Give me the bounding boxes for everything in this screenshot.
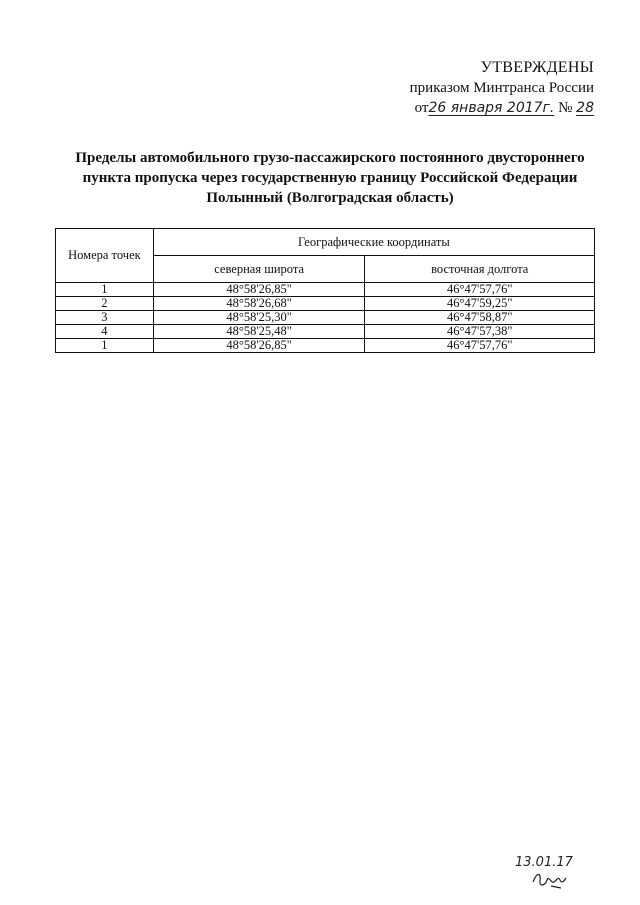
- cell-latitude: 48°58'25,30": [153, 311, 365, 325]
- cell-point: 1: [56, 339, 154, 353]
- from-label: от: [414, 100, 429, 116]
- cell-point: 1: [56, 283, 154, 297]
- header-longitude: восточная долгота: [365, 256, 595, 283]
- number-label: №: [558, 100, 573, 116]
- cell-latitude: 48°58'25,48": [153, 325, 365, 339]
- header-latitude: северная широта: [153, 256, 365, 283]
- table-row: [56, 325, 595, 339]
- table-row: [56, 311, 595, 325]
- cell-longitude: 46°47'58,87": [365, 311, 595, 325]
- cell-longitude: 46°47'57,76": [365, 283, 595, 297]
- approval-title: УТВЕРЖДЕНЫ: [480, 59, 594, 76]
- cell-longitude: 46°47'57,76": [365, 339, 595, 353]
- signature-mark: [531, 868, 567, 890]
- header-points: Номера точек: [56, 229, 154, 283]
- cell-latitude: 48°58'26,85": [153, 339, 365, 353]
- table-row: [56, 283, 595, 297]
- cell-point: 4: [56, 325, 154, 339]
- cell-longitude: 46°47'59,25": [365, 297, 595, 311]
- cell-longitude: 46°47'57,38": [365, 325, 595, 339]
- approval-block: [410, 58, 594, 118]
- approval-order-line: приказом Минтранса России: [409, 80, 594, 96]
- order-date: 26 января 2017г.: [428, 100, 555, 116]
- order-number: 28: [576, 100, 594, 116]
- header-geo-coordinates: Географические координаты: [153, 229, 594, 256]
- table-row: [56, 339, 595, 353]
- cell-point: 3: [56, 311, 154, 325]
- approval-date-line: [410, 98, 594, 118]
- cell-latitude: 48°58'26,85": [153, 283, 365, 297]
- cell-latitude: 48°58'26,68": [153, 297, 365, 311]
- table-row: [56, 297, 595, 311]
- handwritten-stamp: [515, 855, 573, 890]
- cell-point: 2: [56, 297, 154, 311]
- coordinates-table: [55, 228, 595, 353]
- stamp-date: 13.01.17: [515, 855, 573, 870]
- document-title: Пределы автомобильного грузо-пассажирского постоянного двустороннего пункта пропуска через государственную границу Российской Федерации Полынный (Волгоградская область): [75, 150, 585, 206]
